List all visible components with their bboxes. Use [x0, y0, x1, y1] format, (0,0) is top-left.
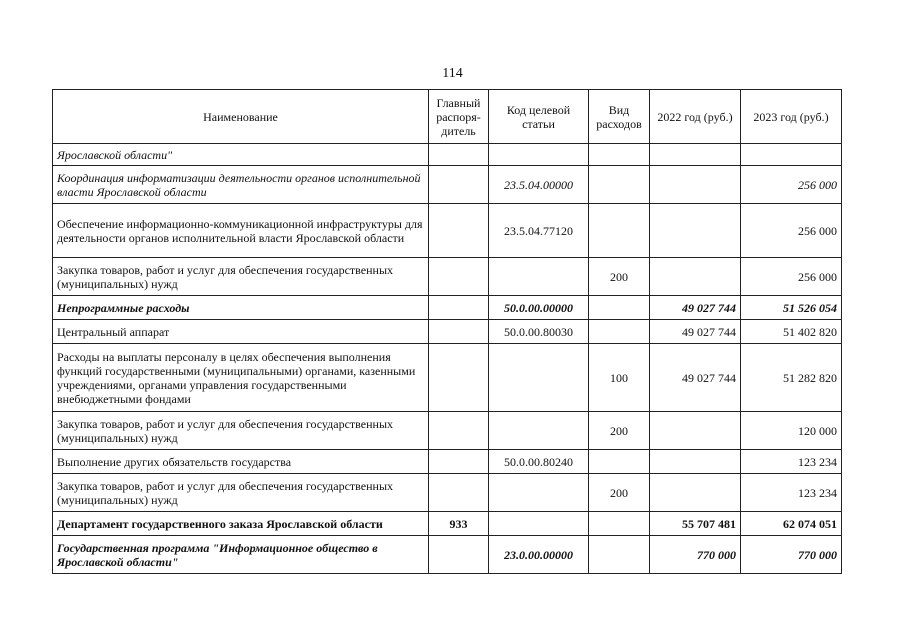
cell-year-2023: 51 402 820: [741, 320, 842, 344]
cell-main-manager: [429, 412, 489, 450]
cell-year-2023: 51 526 054: [741, 296, 842, 320]
cell-name: Ярославской области": [53, 144, 429, 166]
table-row: [53, 536, 842, 574]
cell-name: Закупка товаров, работ и услуг для обеспечения государственных (муниципальных) нужд: [53, 258, 429, 296]
header-target-code: Код целевой статьи: [489, 90, 589, 144]
cell-target-code: [489, 474, 589, 512]
cell-target-code: 23.5.04.00000: [489, 166, 589, 204]
cell-target-code: 50.0.00.80240: [489, 450, 589, 474]
cell-year-2023: 51 282 820: [741, 344, 842, 412]
cell-expense-kind: [589, 204, 650, 258]
cell-year-2023: [741, 144, 842, 166]
table-row: [53, 474, 842, 512]
table-row: [53, 258, 842, 296]
table-row: [53, 512, 842, 536]
table-header-row: [53, 90, 842, 144]
cell-target-code: 50.0.00.00000: [489, 296, 589, 320]
cell-target-code: [489, 412, 589, 450]
cell-year-2022: [650, 166, 741, 204]
cell-expense-kind: [589, 536, 650, 574]
cell-target-code: 23.0.00.00000: [489, 536, 589, 574]
cell-target-code: 50.0.00.80030: [489, 320, 589, 344]
table-row: [53, 166, 842, 204]
cell-year-2022: [650, 204, 741, 258]
cell-year-2022: [650, 144, 741, 166]
cell-name: Координация информатизации деятельности органов исполнительной власти Ярославской области: [53, 166, 429, 204]
cell-expense-kind: 200: [589, 258, 650, 296]
cell-main-manager: [429, 474, 489, 512]
cell-year-2022: 770 000: [650, 536, 741, 574]
header-name: Наименование: [53, 90, 429, 144]
cell-expense-kind: [589, 320, 650, 344]
cell-main-manager: [429, 320, 489, 344]
cell-year-2023: 123 234: [741, 450, 842, 474]
budget-table: [52, 89, 842, 574]
cell-year-2022: [650, 450, 741, 474]
cell-target-code: [489, 512, 589, 536]
cell-main-manager: 933: [429, 512, 489, 536]
cell-name: Выполнение других обязательств государства: [53, 450, 429, 474]
cell-year-2023: 123 234: [741, 474, 842, 512]
cell-year-2022: [650, 474, 741, 512]
cell-year-2022: [650, 412, 741, 450]
cell-expense-kind: [589, 296, 650, 320]
cell-year-2022: 49 027 744: [650, 344, 741, 412]
cell-year-2023: 256 000: [741, 204, 842, 258]
cell-year-2023: 62 074 051: [741, 512, 842, 536]
cell-main-manager: [429, 166, 489, 204]
table-row: [53, 144, 842, 166]
cell-year-2022: 49 027 744: [650, 320, 741, 344]
cell-expense-kind: [589, 450, 650, 474]
table-row: [53, 450, 842, 474]
table-row: [53, 344, 842, 412]
page-number: 114: [442, 66, 463, 81]
cell-name: Закупка товаров, работ и услуг для обеспечения государственных (муниципальных) нужд: [53, 474, 429, 512]
cell-expense-kind: 100: [589, 344, 650, 412]
cell-year-2022: 49 027 744: [650, 296, 741, 320]
cell-year-2022: [650, 258, 741, 296]
cell-name: Непрограммные расходы: [53, 296, 429, 320]
cell-main-manager: [429, 258, 489, 296]
cell-year-2022: 55 707 481: [650, 512, 741, 536]
cell-year-2023: 770 000: [741, 536, 842, 574]
cell-year-2023: 256 000: [741, 166, 842, 204]
cell-main-manager: [429, 344, 489, 412]
header-main-manager: Главный распоря-дитель: [429, 90, 489, 144]
table-row: [53, 296, 842, 320]
cell-name: Закупка товаров, работ и услуг для обеспечения государственных (муниципальных) нужд: [53, 412, 429, 450]
table-row: [53, 320, 842, 344]
cell-main-manager: [429, 536, 489, 574]
cell-expense-kind: 200: [589, 474, 650, 512]
header-expense-kind: Вид расходов: [589, 90, 650, 144]
cell-target-code: 23.5.04.77120: [489, 204, 589, 258]
header-year-2023: 2023 год (руб.): [741, 90, 842, 144]
header-year-2022: 2022 год (руб.): [650, 90, 741, 144]
cell-expense-kind: [589, 512, 650, 536]
cell-expense-kind: [589, 144, 650, 166]
cell-year-2023: 120 000: [741, 412, 842, 450]
cell-main-manager: [429, 296, 489, 320]
cell-main-manager: [429, 144, 489, 166]
cell-expense-kind: 200: [589, 412, 650, 450]
cell-expense-kind: [589, 166, 650, 204]
cell-name: Государственная программа "Информационное общество в Ярославской области": [53, 536, 429, 574]
cell-main-manager: [429, 204, 489, 258]
cell-name: Департамент государственного заказа Ярославской области: [53, 512, 429, 536]
cell-target-code: [489, 144, 589, 166]
cell-year-2023: 256 000: [741, 258, 842, 296]
cell-name: Центральный аппарат: [53, 320, 429, 344]
table-row: [53, 204, 842, 258]
table-row: [53, 412, 842, 450]
cell-name: Расходы на выплаты персоналу в целях обеспечения выполнения функций государственными (муниципальными) органами, казенными учреждениями, органами управления государственными внебюджетными фондами: [53, 344, 429, 412]
cell-target-code: [489, 258, 589, 296]
cell-main-manager: [429, 450, 489, 474]
cell-target-code: [489, 344, 589, 412]
cell-name: Обеспечение информационно-коммуникационной инфраструктуры для деятельности органов исполнительной власти Ярославской области: [53, 204, 429, 258]
